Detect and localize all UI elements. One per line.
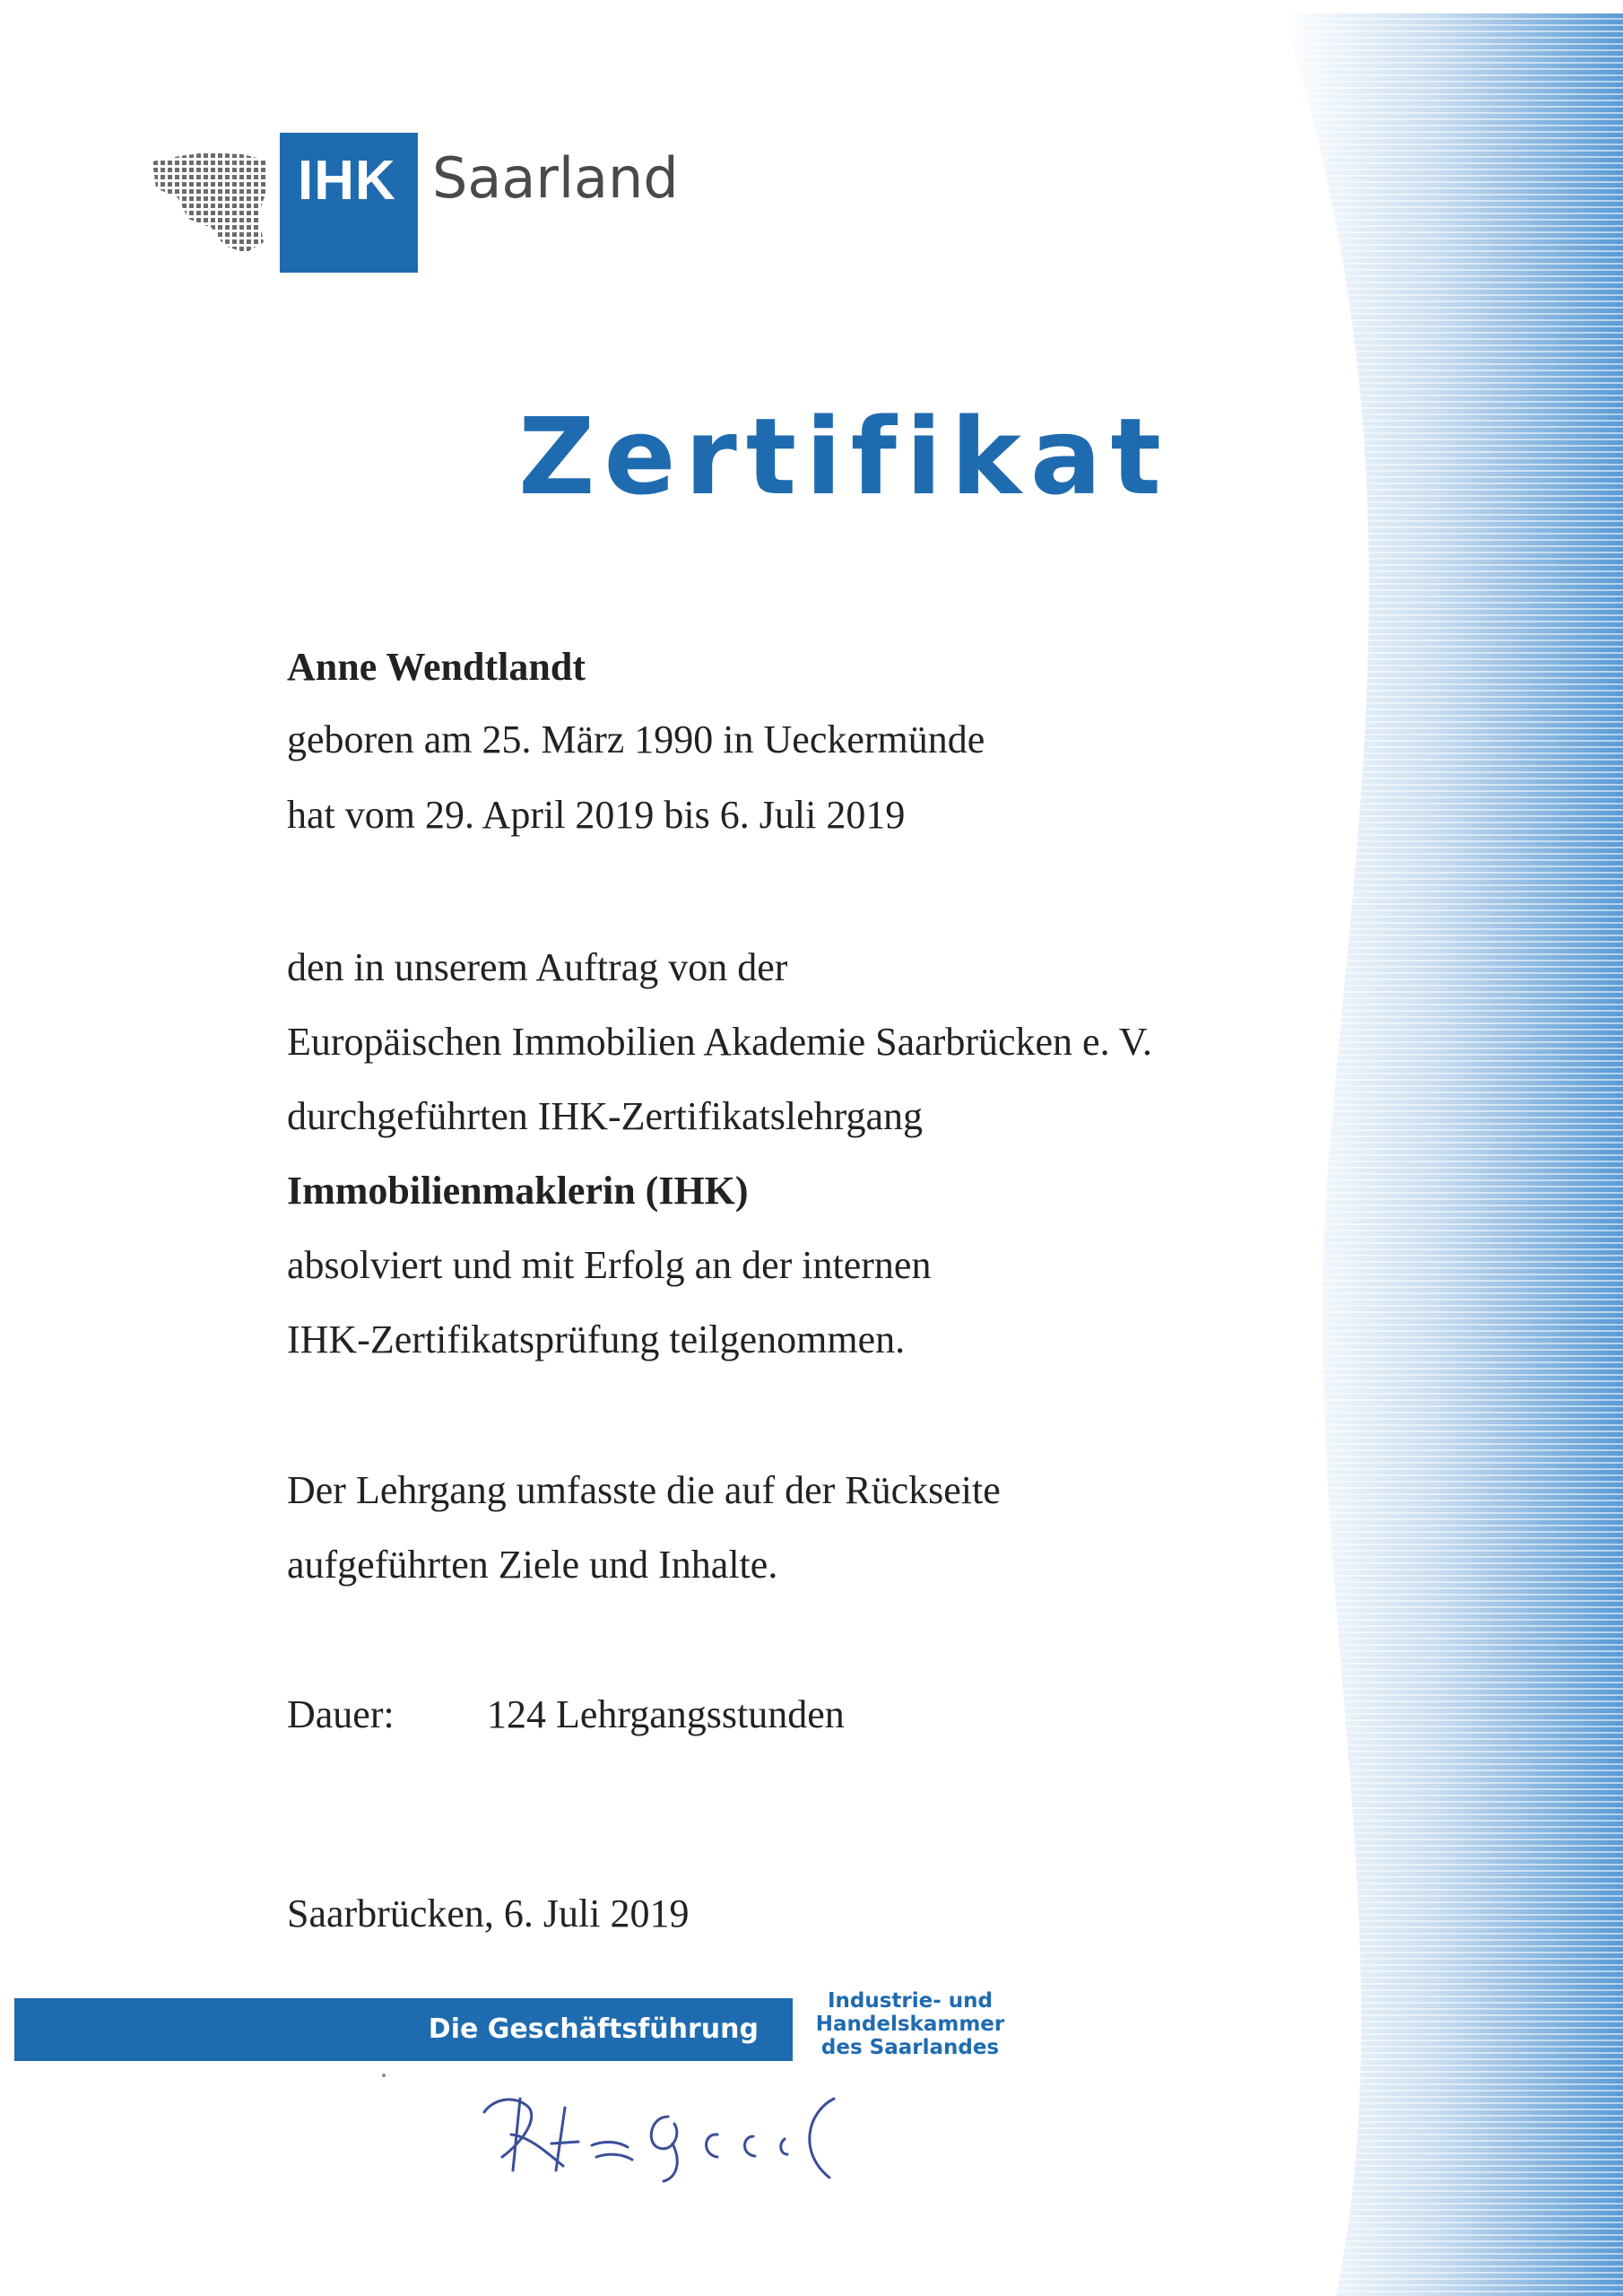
signatory-bar [14,1998,793,2061]
body-line-1: den in unserem Auftrag von der [287,945,788,989]
course-name: Immobilienmaklerin (IHK) [287,1169,749,1213]
body-line-4: absolviert und mit Erfolg an der internen [287,1243,932,1287]
place-date: Saarbrücken, 6. Juli 2019 [287,1892,690,1935]
chamber-line-3: des Saarlandes [820,2036,1000,2059]
chamber-line-2: Handelskammer [815,2013,1005,2036]
chamber-name [807,1989,1013,2059]
ihk-badge-text: IHK [298,150,396,212]
period-line: hat vom 29. April 2019 bis 6. Juli 2019 [287,793,906,837]
chamber-line-1: Industrie- und [827,1989,994,2013]
duration-value: 124 Lehrgangsstunden [487,1692,845,1736]
body-line-5: IHK-Zertifikatsprüfung teilgenommen. [287,1318,906,1361]
ink-speck [382,2074,386,2077]
scope-line-2: aufgeführten Ziele und Inhalte. [287,1543,778,1587]
duration-label: Dauer: [287,1692,395,1736]
birth-line: geboren am 25. März 1990 in Ueckermünde [287,718,985,761]
saarland-map-icon [152,152,267,253]
decorative-band [1282,13,1623,2296]
handwritten-signature [466,2072,879,2188]
certificate-title: Zertifikat [518,395,1170,518]
body-line-2: Europäischen Immobilien Akademie Saarbrücken e. V. [287,1020,1152,1064]
ihk-badge [280,133,418,273]
ihk-logo [152,133,679,276]
logo-region: Saarland [432,145,679,211]
scope-line-1: Der Lehrgang umfasste die auf der Rückseite [287,1468,1001,1512]
body-line-3: durchgeführten IHK-Zertifikatslehrgang [287,1094,924,1138]
signatory-label: Die Geschäftsführung [428,2013,759,2045]
recipient-name: Anne Wendtlandt [287,645,586,689]
